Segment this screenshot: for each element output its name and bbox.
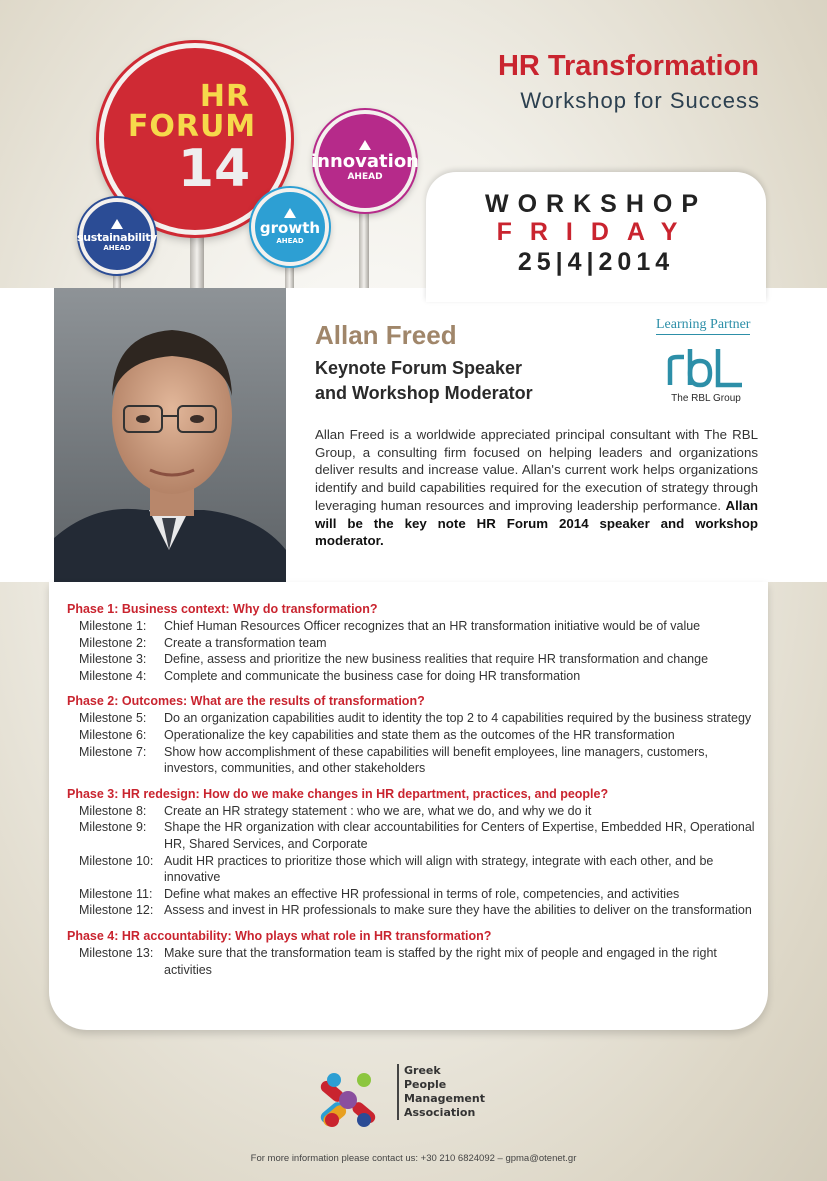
milestone-text: Operationalize the key capabilities and state them as the outcomes of the HR transformation — [164, 727, 675, 742]
milestone-row — [67, 651, 757, 668]
gpma-name-line: Greek — [404, 1064, 441, 1077]
milestone-label: Milestone 3: — [79, 652, 147, 667]
milestone-label: Milestone 2: — [79, 635, 147, 650]
bio-bold-text: Allan will be the key note HR Forum 2014 speaker and workshop moderator. — [315, 497, 758, 549]
rbl-logo — [666, 345, 746, 407]
gpma-name — [397, 1064, 485, 1120]
milestone-row — [67, 727, 757, 744]
milestone-text: Create an HR strategy statement : who we are, what we do, and why we do it — [164, 803, 592, 818]
milestone-label: Milestone 11: — [79, 886, 153, 901]
milestone-row — [67, 668, 757, 685]
phase-block — [67, 601, 757, 684]
learning-partner-label: Learning Partner — [656, 317, 750, 335]
speaker-role-line: and Workshop Moderator — [315, 383, 533, 403]
arrow-up-icon — [111, 219, 123, 229]
page-subtitle: Workshop for Success — [520, 88, 760, 113]
milestone-row — [67, 744, 757, 777]
gpma-logo-icon — [305, 1062, 391, 1140]
milestone-label: Milestone 9: — [79, 820, 147, 835]
milestone-text: Chief Human Resources Officer recognizes that an HR transformation initiative would be of value — [164, 619, 701, 633]
speaker-photo — [54, 288, 286, 582]
gpma-name-line: Management — [404, 1092, 485, 1105]
bio-text: Allan Freed is a worldwide appreciated principal consultant with The RBL Group, a consulting firm focused on helping leaders and organizations deliver results and increase value. Allan's current work helps organizations identify and build capabilities required for the execution of strategy through leveraging human resources and improving leadership performance. — [315, 427, 758, 513]
speaker-portrait-icon — [54, 288, 286, 582]
sign-year-text: 14 — [177, 139, 251, 199]
milestone-text: Show how accomplishment of these capabilities will benefit employees, line managers, customers, investors, communities, and other stakeholders — [164, 744, 709, 776]
phase-block — [67, 693, 757, 776]
milestone-row — [67, 635, 757, 652]
gpma-name-line: Association — [404, 1106, 476, 1119]
milestone-row — [67, 902, 757, 919]
phase-title: Phase 2: Outcomes: What are the results of transformation? — [67, 694, 425, 709]
ahead-text: AHEAD — [103, 244, 131, 252]
milestone-row — [67, 945, 757, 978]
milestone-label: Milestone 10: — [79, 853, 154, 868]
growth-text: growth — [259, 219, 321, 237]
milestone-row — [67, 803, 757, 820]
workshop-date-box — [426, 172, 766, 302]
arrow-up-icon — [359, 140, 371, 150]
milestone-label: Milestone 1: — [79, 619, 147, 633]
sign-hr-text: HR — [199, 79, 251, 114]
milestone-row — [67, 853, 757, 886]
contact-footer: For more information please contact us: +30 210 6824092 – gpma@otenet.gr — [250, 1153, 577, 1164]
milestone-label: Milestone 4: — [79, 668, 147, 683]
milestone-row — [67, 819, 757, 852]
workshop-label: WORKSHOP — [485, 190, 707, 218]
phase-title: Phase 3: HR redesign: How do we make changes in HR department, practices, and people? — [67, 786, 609, 801]
workshop-day: FRIDAY — [496, 218, 696, 246]
milestone-text: Shape the HR organization with clear accountabilities for Centers of Expertise, Embedded HR, Operational HR, Shared Services, and Corporate — [164, 820, 755, 851]
speaker-role-line: Keynote Forum Speaker — [315, 358, 523, 378]
milestone-label: Milestone 7: — [79, 744, 147, 759]
gpma-name-line: People — [404, 1078, 447, 1091]
milestone-row — [67, 618, 757, 635]
milestone-label: Milestone 8: — [79, 803, 147, 818]
milestone-text: Define what makes an effective HR professional in terms of role, competencies, and activities — [164, 886, 680, 901]
milestone-row — [67, 886, 757, 903]
phase-block — [67, 786, 757, 919]
milestone-label: Milestone 13: — [79, 945, 154, 960]
innovation-sign — [311, 110, 419, 212]
sign-pole — [359, 210, 369, 300]
phases-list — [67, 601, 757, 987]
rbl-logo-caption: The RBL Group — [671, 393, 741, 404]
milestone-text: Complete and communicate the business case for doing HR transformation — [164, 668, 581, 683]
phase-title: Phase 4: HR accountability: Who plays what role in HR transformation? — [67, 928, 492, 943]
sustainability-sign — [76, 198, 158, 274]
speaker-role — [315, 356, 533, 406]
arrow-up-icon — [284, 208, 296, 218]
phase-title: Phase 1: Business context: Why do transformation? — [67, 602, 378, 616]
growth-sign — [251, 188, 329, 266]
milestone-text: Assess and invest in HR professionals to make sure they have the abilities to deliver on the transformation — [164, 903, 752, 918]
milestone-label: Milestone 5: — [79, 711, 147, 726]
milestone-row — [67, 710, 757, 727]
workshop-date: 25|4|2014 — [517, 248, 675, 276]
sign-forum-text: FORUM — [127, 109, 257, 144]
milestone-text: Audit HR practices to prioritize those which will align with strategy, integrate with each other, and be innovative — [164, 853, 714, 885]
innovation-text: innovation — [311, 150, 419, 172]
milestone-label: Milestone 12: — [79, 903, 154, 918]
speaker-name: Allan Freed — [315, 320, 457, 350]
milestone-text: Define, assess and prioritize the new business realities that require HR transformation and change — [164, 652, 709, 667]
ahead-text: AHEAD — [347, 171, 383, 182]
milestone-label: Milestone 6: — [79, 727, 147, 742]
gpma-logo — [305, 1062, 391, 1140]
speaker-bio — [315, 426, 758, 550]
sustainability-text: sustainability — [76, 231, 158, 244]
page-title: HR Transformation — [497, 50, 759, 82]
milestone-text: Make sure that the transformation team is staffed by the right mix of people and engaged in the right activities — [164, 945, 717, 977]
milestone-text: Do an organization capabilities audit to identity the top 2 to 4 capabilities required by the business strategy — [164, 711, 752, 726]
phase-block — [67, 928, 757, 978]
milestone-text: Create a transformation team — [164, 635, 327, 650]
ahead-text: AHEAD — [276, 237, 304, 245]
